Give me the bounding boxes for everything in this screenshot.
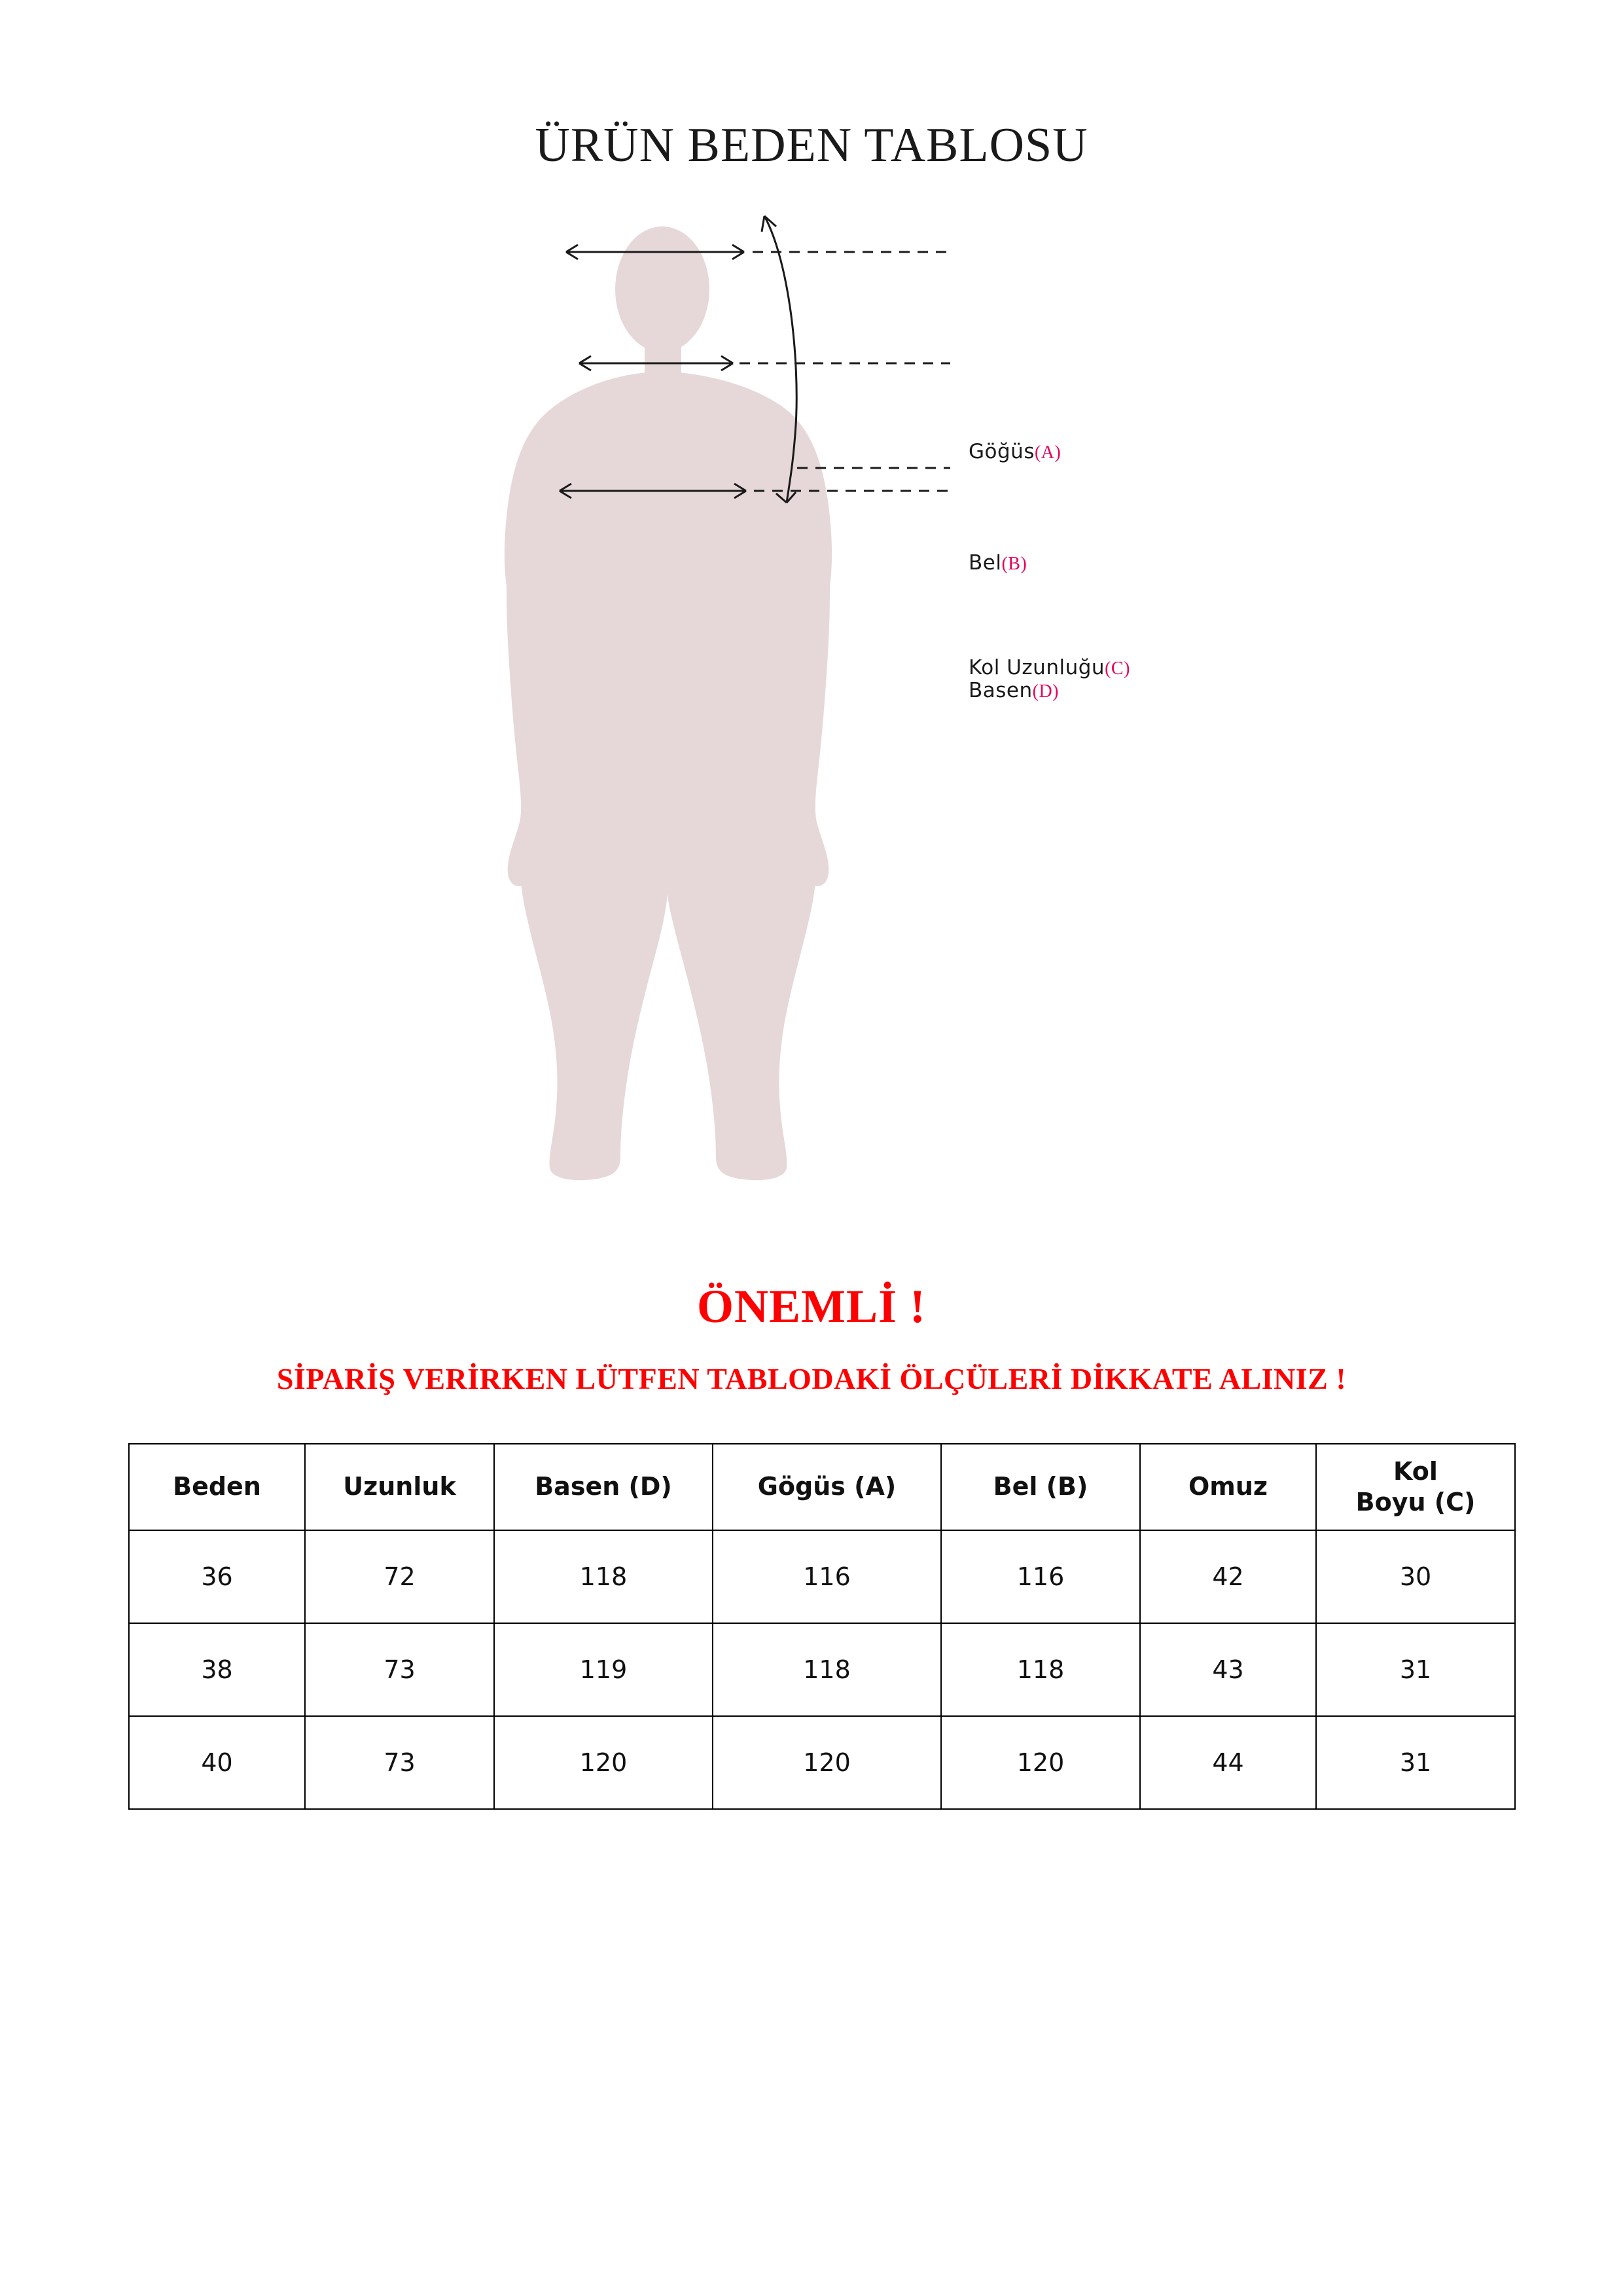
- cell-omuz: 44: [1140, 1716, 1316, 1809]
- cell-uzunluk: 73: [305, 1716, 494, 1809]
- cell-gogus: 120: [713, 1716, 941, 1809]
- measurement-label-gogus: Göğüs(A): [969, 440, 1061, 463]
- page-title: ÜRÜN BEDEN TABLOSU: [535, 118, 1088, 172]
- cell-omuz: 43: [1140, 1623, 1316, 1716]
- size-figure-area: [0, 209, 1623, 1244]
- cell-kol: 30: [1316, 1530, 1515, 1623]
- notice-headline: ÖNEMLİ !: [697, 1280, 926, 1333]
- table-row: [129, 1530, 1515, 1623]
- cell-omuz: 42: [1140, 1530, 1316, 1623]
- table-row: [129, 1716, 1515, 1809]
- table-header-omuz: Omuz: [1140, 1444, 1316, 1530]
- table-header-kol-boyu: [1316, 1444, 1515, 1530]
- cell-basen: 120: [494, 1716, 713, 1809]
- table-header-bel: Bel (B): [941, 1444, 1140, 1530]
- table-header-basen: Basen (D): [494, 1444, 713, 1530]
- table-header-row: [129, 1444, 1515, 1530]
- table-header-kol-line2: Boyu (C): [1355, 1488, 1476, 1516]
- cell-basen: 119: [494, 1623, 713, 1716]
- table-header-beden: Beden: [129, 1444, 305, 1530]
- cell-uzunluk: 73: [305, 1623, 494, 1716]
- measurement-label-bel: Bel(B): [969, 551, 1027, 575]
- table-header-uzunluk: Uzunluk: [305, 1444, 494, 1530]
- cell-gogus: 116: [713, 1530, 941, 1623]
- measurement-label-kol-uzunlugu: Kol Uzunluğu(C): [969, 656, 1130, 679]
- table-row: [129, 1623, 1515, 1716]
- cell-beden: 40: [129, 1716, 305, 1809]
- female-body-silhouette-icon: [0, 209, 1623, 1244]
- table-header-gogus: Gögüs (A): [713, 1444, 941, 1530]
- cell-bel: 116: [941, 1530, 1140, 1623]
- cell-beden: 36: [129, 1530, 305, 1623]
- cell-beden: 38: [129, 1623, 305, 1716]
- notice-subline: SİPARİŞ VERİRKEN LÜTFEN TABLODAKİ ÖLÇÜLERİ DİKKATE ALINIZ !: [276, 1362, 1347, 1395]
- cell-kol: 31: [1316, 1623, 1515, 1716]
- table-header-kol-line1: Kol: [1393, 1456, 1438, 1486]
- cell-kol: 31: [1316, 1716, 1515, 1809]
- cell-gogus: 118: [713, 1623, 941, 1716]
- measurement-label-basen: Basen(D): [969, 679, 1060, 702]
- cell-basen: 118: [494, 1530, 713, 1623]
- cell-uzunluk: 72: [305, 1530, 494, 1623]
- size-table: [128, 1443, 1516, 1810]
- cell-bel: 118: [941, 1623, 1140, 1716]
- cell-bel: 120: [941, 1716, 1140, 1809]
